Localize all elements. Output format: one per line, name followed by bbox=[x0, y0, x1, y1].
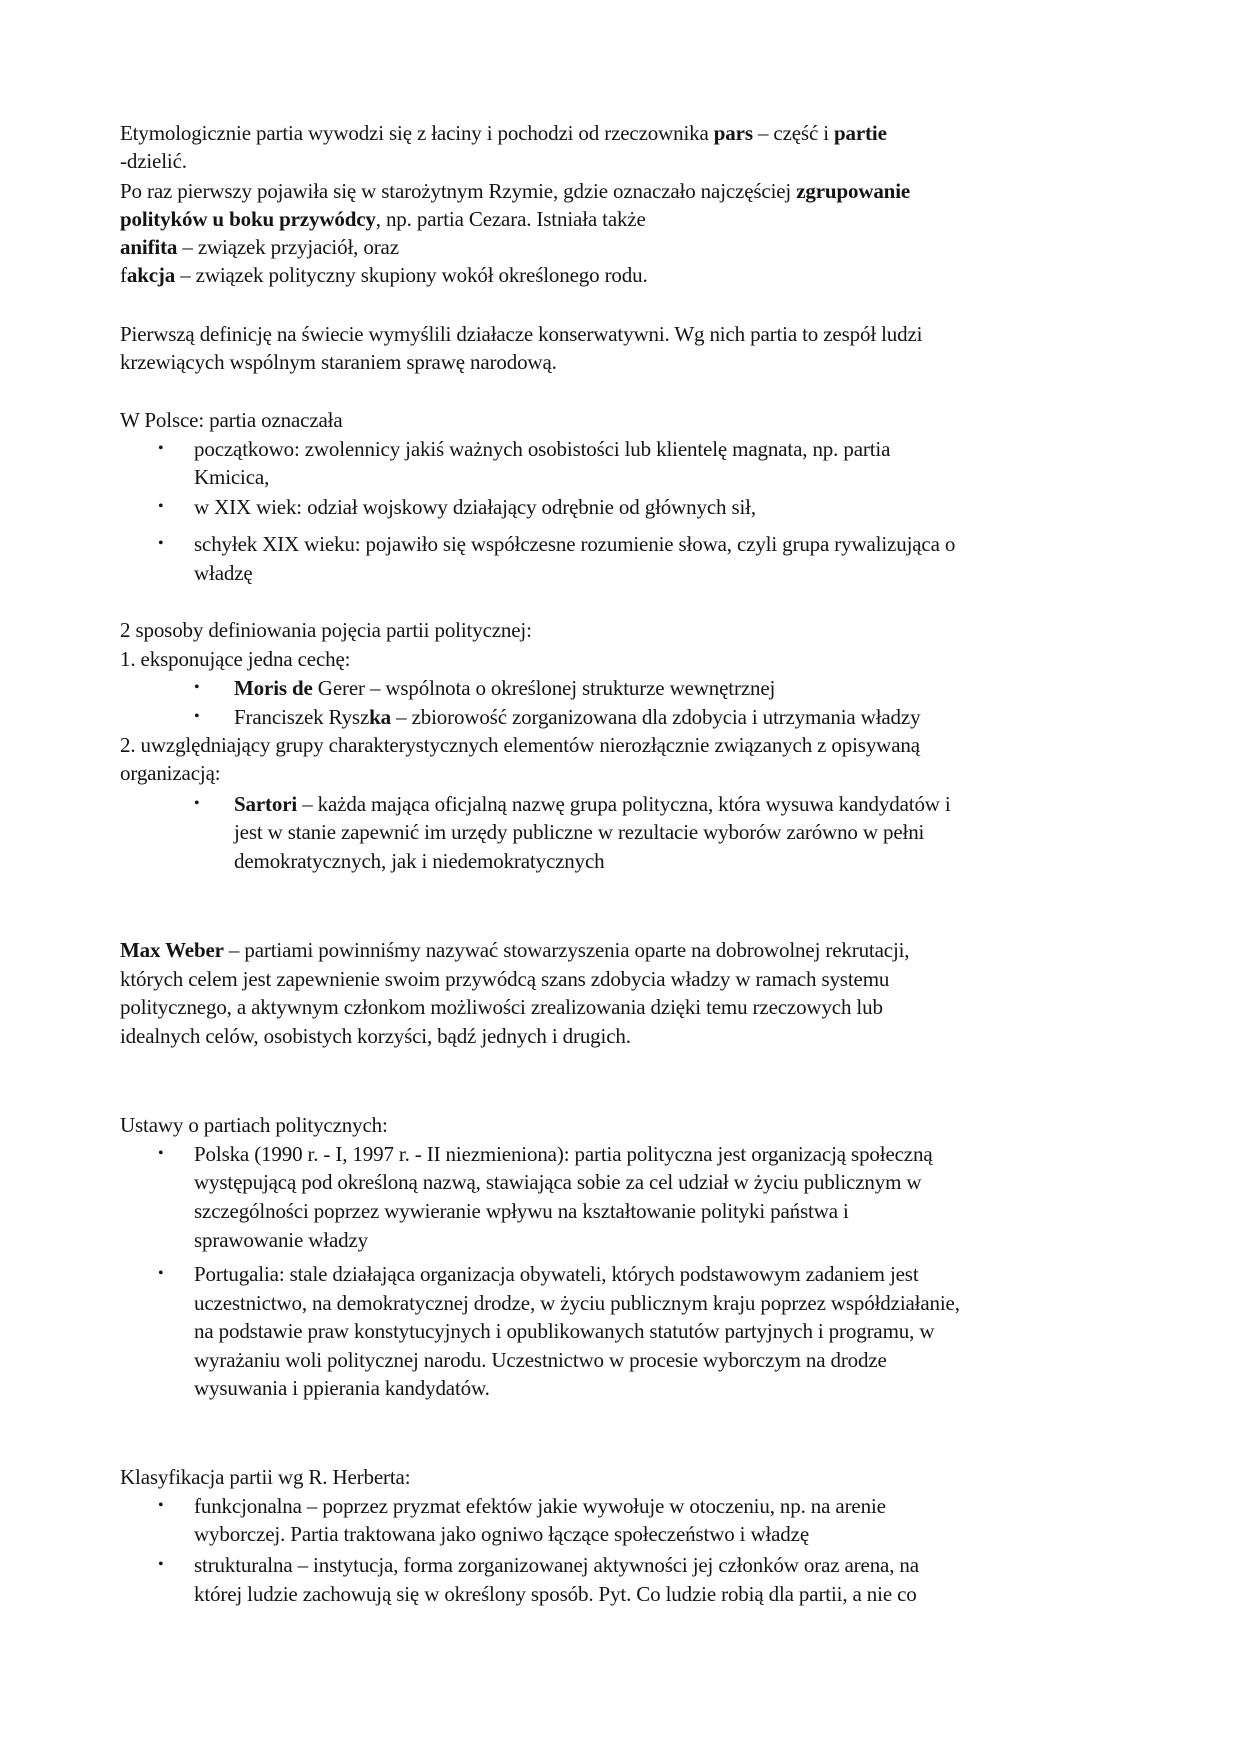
bullet-icon: • bbox=[158, 1145, 164, 1162]
bullet-icon: • bbox=[194, 679, 200, 696]
term-fakcja: akcja bbox=[126, 263, 176, 287]
herbert-functional-line-1: funkcjonalna – poprzez pryzmat efektów jakie wywołuje w otoczeniu, np. na arenie bbox=[194, 1494, 886, 1518]
herbert-structural-line-2: której ludzie zachowują się w określony sposób. Pyt. Co ludzie robią dla partii, a nie co bbox=[194, 1582, 917, 1606]
poland-item-1-line-1: początkowo: zwolennicy jakiś ważnych osobistości lub klientelę magnata, np. partia bbox=[194, 437, 891, 461]
herbert-functional-line-2: wyborczej. Partia traktowana jako ogniwo łączące społeczeństwo i władzę bbox=[194, 1522, 810, 1546]
bullet-icon: • bbox=[194, 795, 200, 812]
laws-poland-line-3: szczególności poprzez wywieranie wpływu na kształtowanie polityki państwa i bbox=[194, 1199, 849, 1223]
author-name: Moris de bbox=[234, 676, 313, 700]
laws-portugal-line-4: wyrażaniu woli politycznej narodu. Uczestnictwo w procesie wyborczym na drodze bbox=[194, 1348, 887, 1372]
two-ways-heading: 2 sposoby definiowania pojęcia partii politycznej: bbox=[120, 618, 532, 642]
text: , np. partia Cezara. Istniała także bbox=[375, 207, 646, 231]
two-ways-group-1-item-2 bbox=[234, 703, 920, 731]
two-ways-group-2-label-line-1: 2. uwzględniający grupy charakterystycznych elementów nierozłącznie związanych z opisywaną bbox=[120, 733, 920, 757]
two-ways-group-1-item-1 bbox=[234, 674, 775, 702]
author-name-bold: ka bbox=[369, 705, 392, 729]
term-politykow: polityków u boku przywódcy bbox=[120, 207, 376, 231]
poland-heading: W Polsce: partia oznaczała bbox=[120, 408, 343, 432]
herbert-heading: Klasyfikacja partii wg R. Herberta: bbox=[120, 1465, 411, 1489]
bullet-icon: • bbox=[158, 440, 164, 457]
text: Po raz pierwszy pojawiła się w starożytnym Rzymie, gdzie oznaczało najczęściej bbox=[120, 179, 797, 203]
text: f bbox=[120, 263, 127, 287]
weber-line-1 bbox=[120, 936, 909, 964]
poland-item-2-line-1: w XIX wiek: odział wojskowy działający odrębnie od głównych sił, bbox=[194, 495, 756, 519]
etymology-line-6 bbox=[120, 261, 648, 289]
laws-portugal-line-5: wysuwania i ppierania kandydatów. bbox=[194, 1376, 490, 1400]
etymology-line-5 bbox=[120, 233, 399, 261]
laws-portugal-line-1: Portugalia: stale działająca organizacja obywateli, których podstawowym zadaniem jest bbox=[194, 1262, 919, 1286]
weber-line-3: politycznego, a aktywnym członkom możliwości zrealizowania dzięki temu rzeczowych lub bbox=[120, 995, 883, 1019]
laws-heading: Ustawy o partiach politycznych: bbox=[120, 1113, 388, 1137]
two-ways-group-1-label: 1. eksponujące jedna cechę: bbox=[120, 647, 351, 671]
text: – partiami powinniśmy nazywać stowarzyszenia oparte na dobrowolnej rekrutacji, bbox=[223, 938, 910, 962]
etymology-line-2: -dzielić. bbox=[120, 149, 187, 173]
text: – każda mająca oficjalną nazwę grupa polityczna, która wysuwa kandydatów i bbox=[297, 792, 951, 816]
text: – część i bbox=[752, 121, 834, 145]
weber-line-2: których celem jest zapewnienie swoim przywódcą szans zdobycia władzy w ramach systemu bbox=[120, 967, 890, 991]
poland-item-3-line-1: schyłek XIX wieku: pojawiło się współczesne rozumienie słowa, czyli grupa rywalizująca o bbox=[194, 532, 956, 556]
sartori-line-1 bbox=[234, 790, 951, 818]
text: – związek polityczny skupiony wokół określonego rodu. bbox=[175, 263, 648, 287]
term-partie: partie bbox=[834, 121, 887, 145]
herbert-structural-line-1: strukturalna – instytucja, forma zorganizowanej aktywności jej członków oraz arena, na bbox=[194, 1553, 919, 1577]
author-name: Franciszek Rysz bbox=[234, 705, 370, 729]
two-ways-group-2-label-line-2: organizacją: bbox=[120, 761, 221, 785]
bullet-icon: • bbox=[194, 708, 200, 725]
poland-item-1-line-2: Kmicica, bbox=[194, 465, 270, 489]
bullet-icon: • bbox=[158, 1497, 164, 1514]
author-name: Sartori bbox=[234, 792, 298, 816]
weber-line-4: idealnych celów, osobistych korzyści, bądź jednych i drugich. bbox=[120, 1024, 631, 1048]
etymology-line-1 bbox=[120, 119, 887, 147]
bullet-icon: • bbox=[158, 535, 164, 552]
text: – zbiorowość zorganizowana dla zdobycia i utrzymania władzy bbox=[391, 705, 921, 729]
text: Gerer – wspólnota o określonej strukturze wewnętrznej bbox=[312, 676, 776, 700]
bullet-icon: • bbox=[158, 498, 164, 515]
text: – związek przyjaciół, oraz bbox=[177, 235, 399, 259]
first-definition-line-2: krzewiących wspólnym staraniem sprawę narodową. bbox=[120, 350, 557, 374]
laws-portugal-line-2: uczestnictwo, na demokratycznej drodze, w życiu publicznym kraju poprzez współdziałanie, bbox=[194, 1291, 960, 1315]
term-anifita: anifita bbox=[120, 235, 178, 259]
term-pars: pars bbox=[713, 121, 753, 145]
term-zgrupowanie: zgrupowanie bbox=[796, 179, 911, 203]
etymology-line-3 bbox=[120, 177, 910, 205]
laws-poland-line-2: występującą pod określoną nazwą, stawiająca sobie za cel udział w życiu publicznym w bbox=[194, 1170, 922, 1194]
sartori-line-2: jest w stanie zapewnić im urzędy publiczne w rezultacie wyborów zarówno w pełni bbox=[234, 820, 925, 844]
laws-portugal-line-3: na podstawie praw konstytucyjnych i opublikowanych statutów partyjnych i programu, w bbox=[194, 1319, 935, 1343]
bullet-icon: • bbox=[158, 1265, 164, 1282]
first-definition-line-1: Pierwszą definicję na świecie wymyślili działacze konserwatywni. Wg nich partia to zespół ludzi bbox=[120, 322, 923, 346]
laws-poland-line-1: Polska (1990 r. - I, 1997 r. - II niezmieniona): partia polityczna jest organizacją społeczną bbox=[194, 1142, 933, 1166]
sartori-line-3: demokratycznych, jak i niedemokratycznych bbox=[234, 849, 605, 873]
etymology-line-4 bbox=[120, 205, 646, 233]
bullet-icon: • bbox=[158, 1556, 164, 1573]
author-name: Max Weber bbox=[120, 938, 224, 962]
poland-item-3-line-2: władzę bbox=[194, 561, 253, 585]
text: Etymologicznie partia wywodzi się z łaciny i pochodzi od rzeczownika bbox=[120, 121, 714, 145]
laws-poland-line-4: sprawowanie władzy bbox=[194, 1228, 368, 1252]
